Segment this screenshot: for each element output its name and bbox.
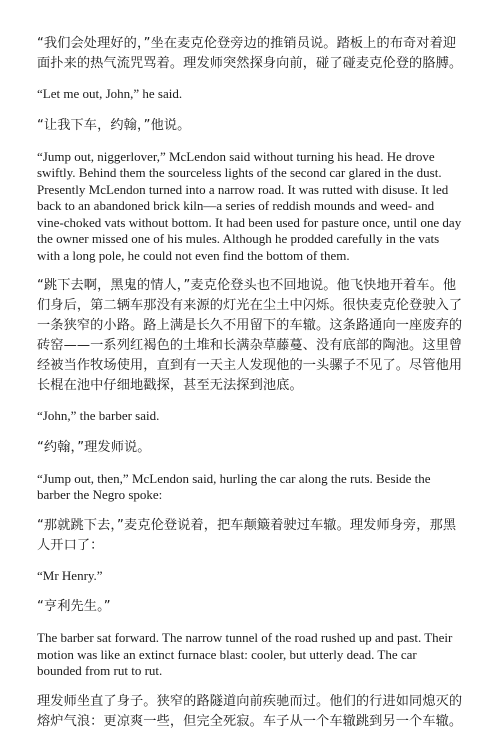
paragraph-en-2: “Let me out, John,” he said. (37, 86, 183, 101)
paragraph-zh-1: “我们会处理好的，”坐在麦克伦登旁边的推销员说。踏板上的布奇对着迎面扑来的热气流咒骂着。理发师突然探身向前，碰了碰麦克伦登的胳膊。 (37, 36, 463, 71)
paragraph-zh-7: “约翰，”理发师说。 (37, 439, 151, 455)
paragraph-zh-5: “跳下去啊，黑鬼的情人，”麦克伦登头也不回地说。他飞快地开着车。他们身后，第二辆车那没有来源的灯光在尘土中闪烁。很快麦克伦登驶入了一条狭窄的小路。路上满是长久不用留下的车辙。这条路通向一座废弃的砖窑——一系列红褐色的土堆和长满杂草藤蔓、没有底部的陶池。这里曾经被当作牧场使用，直到有一天主人发现他的一头骡子不见了。尽管他用长棍在池中仔细地戳探，甚至无法探到池底。 (37, 278, 463, 393)
paragraph-zh-3: “让我下车，约翰，”他说。 (37, 117, 191, 133)
paragraph-en-12: The barber sat forward. The narrow tunnel of the road rushed up and past. Their motion was like an extinct furnace blast: cooler, but utterly dead. The car bounded from rut to rut. (37, 630, 453, 678)
document-page (37, 34, 463, 744)
paragraph-en-6: “John,” the barber said. (37, 408, 160, 423)
paragraph-en-4: “Jump out, niggerlover,” McLendon said without turning his head. He drove swiftly. Behind them the sourceless lights of the second car glared in the dust. Presently McLendon turned into a narrow road. It was rutted with disuse. It led back to an abandoned brick kiln—a series of reddish mounds and weed- and vine-choked vats without bottom. It had been used for pasture once, until one day the owner missed one of his mules. Although he prodded carefully in the vats with a long pole, he could not even find the bottom of them. (37, 148, 462, 263)
paragraph-en-10: “Mr Henry.” (37, 567, 103, 583)
paragraph-zh-9: “那就跳下去，”麦克伦登说着，把车颠簸着驶过车辙。理发师身旁，那黑人开口了： (37, 517, 457, 553)
paragraph-zh-13: 理发师坐直了身子。狭窄的路隧道向前疾驰而过。他们的行进如同熄灭的熔炉气浪：更凉爽一些，但完全死寂。车子从一个车辙跳到另一个车辙。 (37, 693, 463, 729)
paragraph-zh-11: “亨利先生。” (37, 599, 111, 614)
paragraph-en-8: “Jump out, then,” McLendon said, hurling the car along the ruts. Beside the barber the Negro spoke: (37, 470, 431, 502)
